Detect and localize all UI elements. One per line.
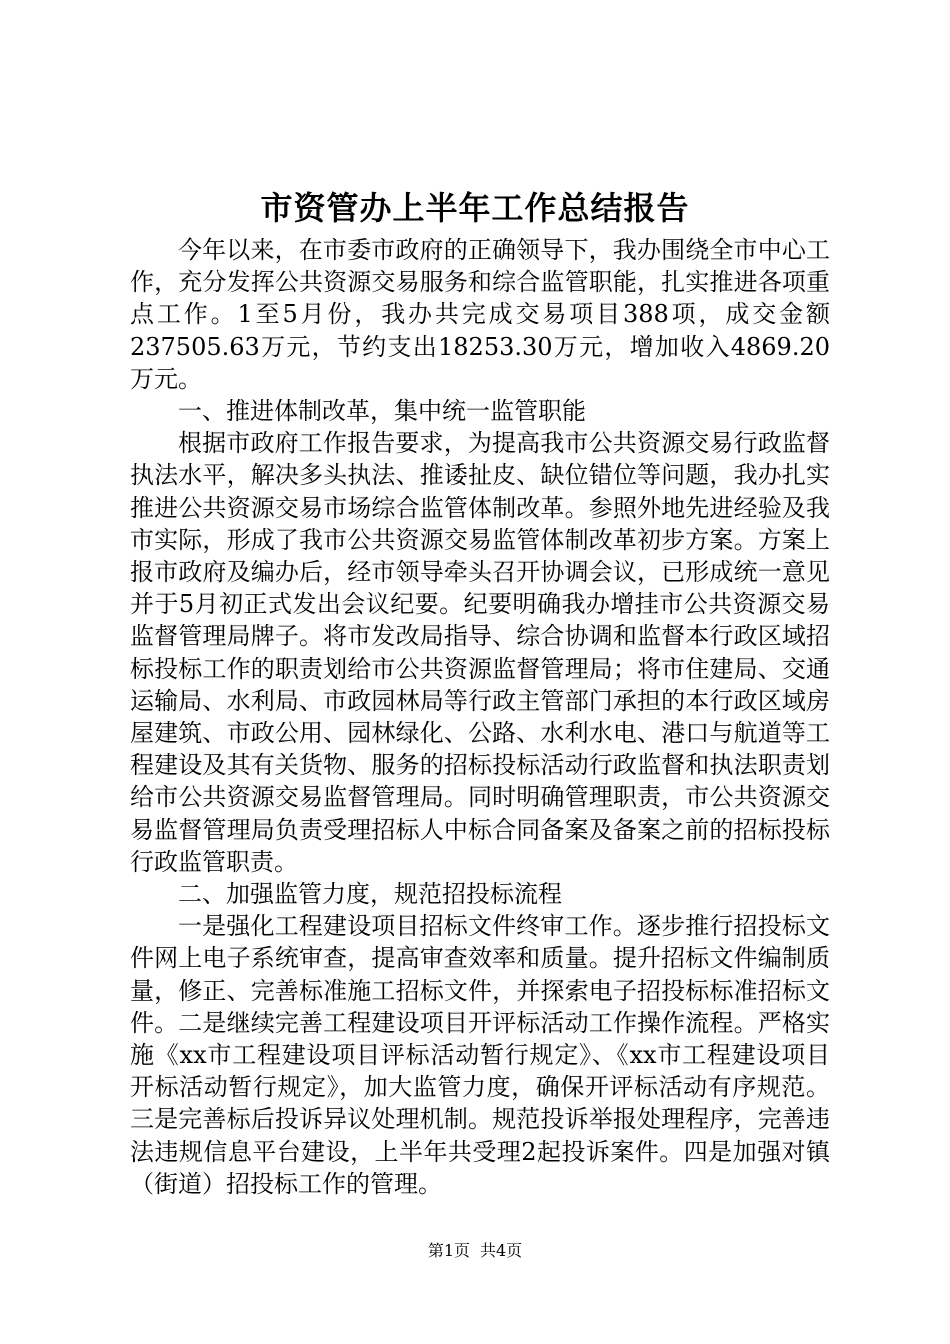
intro-paragraph: 今年以来，在市委市政府的正确领导下，我办围绕全市中心工作，充分发挥公共资源交易服务和综合监管职能，扎实推进各项重点工作。1至5月份，我办共完成交易项目388项，成交金额237505.63万元，节约支出18253.30万元，增加收入4869.20万元。 <box>130 236 830 393</box>
page-total: 共4页 <box>480 1241 523 1260</box>
section-heading-1: 一、推进体制改革，集中统一监管职能 <box>178 397 586 426</box>
section-heading-2: 二、加强监管力度，规范招投标流程 <box>178 880 562 909</box>
document-body <box>130 234 830 1200</box>
section-2-paragraph: 一是强化工程建设项目招标文件终审工作。逐步推行招投标文件网上电子系统审查，提高审查效率和质量。提升招标文件编制质量，修正、完善标准施工招标文件，并探索电子招投标标准招标文件。二是继续完善工程建设项目开评标活动工作操作流程。严格实施《xx市工程建设项目评标活动暂行规定》、《xx市工程建设项目开标活动暂行规定》，加大监管力度，确保开评标活动有序规范。三是完善标后投诉异议处理机制。规范投诉举报处理程序，完善违法违规信息平台建设，上半年共受理2起投诉案件。四是加强对镇（街道）招投标工作的管理。 <box>130 912 830 1198</box>
section-1-paragraph: 根据市政府工作报告要求，为提高我市公共资源交易行政监督执法水平，解决多头执法、推诿扯皮、缺位错位等问题，我办扎实推进公共资源交易市场综合监管体制改革。参照外地先进经验及我市实际，形成了我市公共资源交易监管体制改革初步方案。方案上报市政府及编办后，经市领导牵头召开协调会议，已形成统一意见并于5月初正式发出会议纪要。纪要明确我办增挂市公共资源交易监督管理局牌子。将市发改局指导、综合协调和监督本行政区域招标投标工作的职责划给市公共资源监督管理局；将市住建局、交通运输局、水利局、市政园林局等行政主管部门承担的本行政区域房屋建筑、市政公用、园林绿化、公路、水利水电、港口与航道等工程建设及其有关货物、服务的招标投标活动行政监督和执法职责划给市公共资源交易监督管理局。同时明确管理职责，市公共资源交易监督管理局负责受理招标人中标合同备案及备案之前的招标投标行政监管职责。 <box>130 429 830 876</box>
page-number: 第1页 <box>427 1241 470 1260</box>
page-footer <box>0 1240 950 1262</box>
document-title: 市资管办上半年工作总结报告 <box>260 189 690 227</box>
